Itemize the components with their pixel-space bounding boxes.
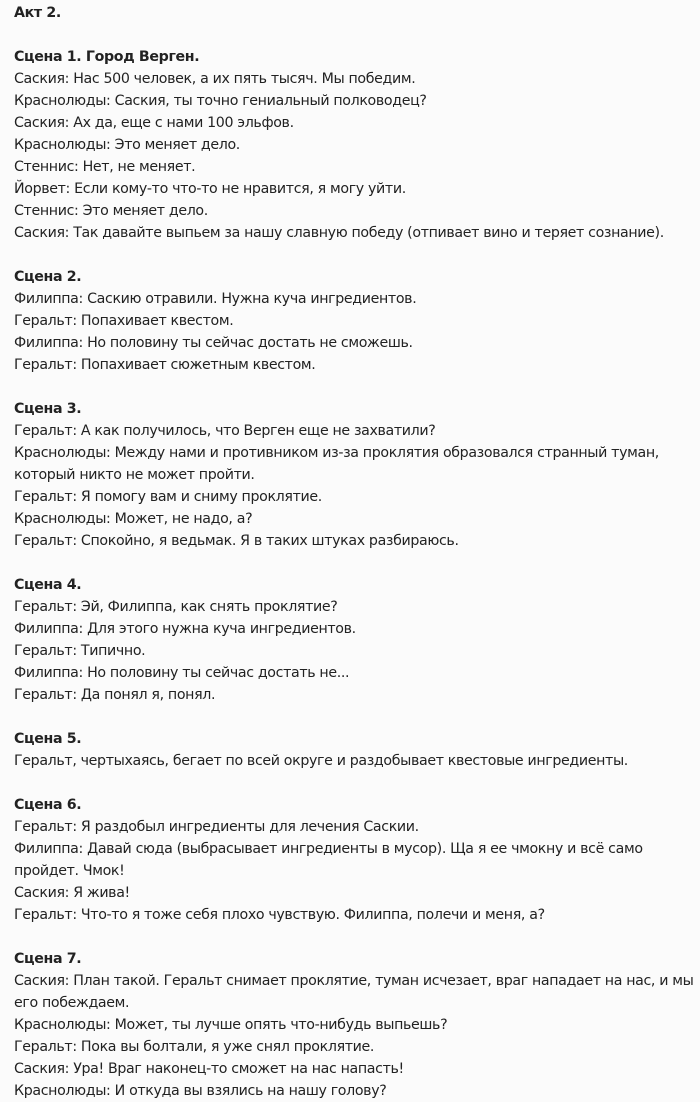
dialogue-line: Геральт: Пока вы болтали, я уже снял проклятие.: [14, 1039, 375, 1055]
dialogue-line: Саския: Ах да, еще с нами 100 эльфов.: [14, 115, 294, 131]
scene-5: [14, 728, 700, 772]
scenes-container: [14, 46, 700, 1102]
dialogue-line: Саския: Ура! Враг наконец-то сможет на нас напасть!: [14, 1061, 404, 1077]
dialogue-line: Филиппа: Давай сюда (выбрасывает ингредиенты в мусор). Ща я ее чмокну и всё само пройдет. Чмок!: [14, 841, 643, 879]
dialogue-line: Геральт: Попахивает квестом.: [14, 313, 234, 329]
scene-6: [14, 794, 700, 926]
dialogue-line: Краснолюды: Может, ты лучше опять что-нибудь выпьешь?: [14, 1017, 448, 1033]
dialogue-line: Саския: План такой. Геральт снимает проклятие, туман исчезает, враг нападает на нас, и мы его побеждаем.: [14, 973, 694, 1011]
dialogue-line: Краснолюды: Между нами и противником из-за проклятия образовался странный туман, который никто не может пройти.: [14, 445, 659, 483]
dialogue-line: Геральт: Эй, Филиппа, как снять проклятие?: [14, 599, 338, 615]
dialogue-line: Геральт: Я раздобыл ингредиенты для лечения Саскии.: [14, 819, 419, 835]
scene-2: [14, 266, 700, 376]
dialogue-line: Филиппа: Саскию отравили. Нужна куча ингредиентов.: [14, 291, 417, 307]
dialogue-line: Филиппа: Но половину ты сейчас достать не...: [14, 665, 350, 681]
scene-title: Сцена 3.: [14, 401, 82, 417]
dialogue-line: Йорвет: Если кому-то что-то не нравится, я могу уйти.: [14, 181, 406, 197]
scene-title: Сцена 6.: [14, 797, 82, 813]
dialogue-line: Геральт: Типично.: [14, 643, 146, 659]
dialogue-line: Филиппа: Для этого нужна куча ингредиентов.: [14, 621, 356, 637]
dialogue-line: Краснолюды: Это меняет дело.: [14, 137, 240, 153]
dialogue-line: Стеннис: Нет, не меняет.: [14, 159, 196, 175]
dialogue-line: Геральт: Попахивает сюжетным квестом.: [14, 357, 316, 373]
dialogue-line: Филиппа: Но половину ты сейчас достать не сможешь.: [14, 335, 413, 351]
scene-1: [14, 46, 700, 244]
dialogue-line: Геральт: Да понял я, понял.: [14, 687, 216, 703]
scene-title: Сцена 7.: [14, 951, 82, 967]
scene-title: Сцена 4.: [14, 577, 82, 593]
dialogue-line: Саския: Так давайте выпьем за нашу славную победу (отпивает вино и теряет сознание).: [14, 225, 664, 241]
dialogue-line: Саския: Я жива!: [14, 885, 130, 901]
dialogue-line: Краснолюды: Может, не надо, а?: [14, 511, 253, 527]
dialogue-line: Краснолюды: Саския, ты точно гениальный полководец?: [14, 93, 427, 109]
dialogue-line: Стеннис: Это меняет дело.: [14, 203, 208, 219]
scene-title: Сцена 1. Город Верген.: [14, 49, 200, 65]
act-title: Акт 2.: [14, 5, 61, 21]
dialogue-line: Геральт, чертыхаясь, бегает по всей округе и раздобывает квестовые ингредиенты.: [14, 753, 628, 769]
dialogue-line: Геральт: А как получилось, что Верген еще не захватили?: [14, 423, 436, 439]
dialogue-line: Геральт: Спокойно, я ведьмак. Я в таких штуках разбираюсь.: [14, 533, 459, 549]
scene-title: Сцена 2.: [14, 269, 82, 285]
scene-4: [14, 574, 700, 706]
scene-3: [14, 398, 700, 552]
dialogue-line: Геральт: Я помогу вам и сниму проклятие.: [14, 489, 322, 505]
dialogue-line: Саския: Нас 500 человек, а их пять тысяч. Мы победим.: [14, 71, 416, 87]
scene-7: [14, 948, 700, 1102]
dialogue-line: Краснолюды: И откуда вы взялись на нашу голову?: [14, 1083, 387, 1099]
dialogue-line: Геральт: Что-то я тоже себя плохо чувствую. Филиппа, полечи и меня, а?: [14, 907, 545, 923]
scene-title: Сцена 5.: [14, 731, 82, 747]
